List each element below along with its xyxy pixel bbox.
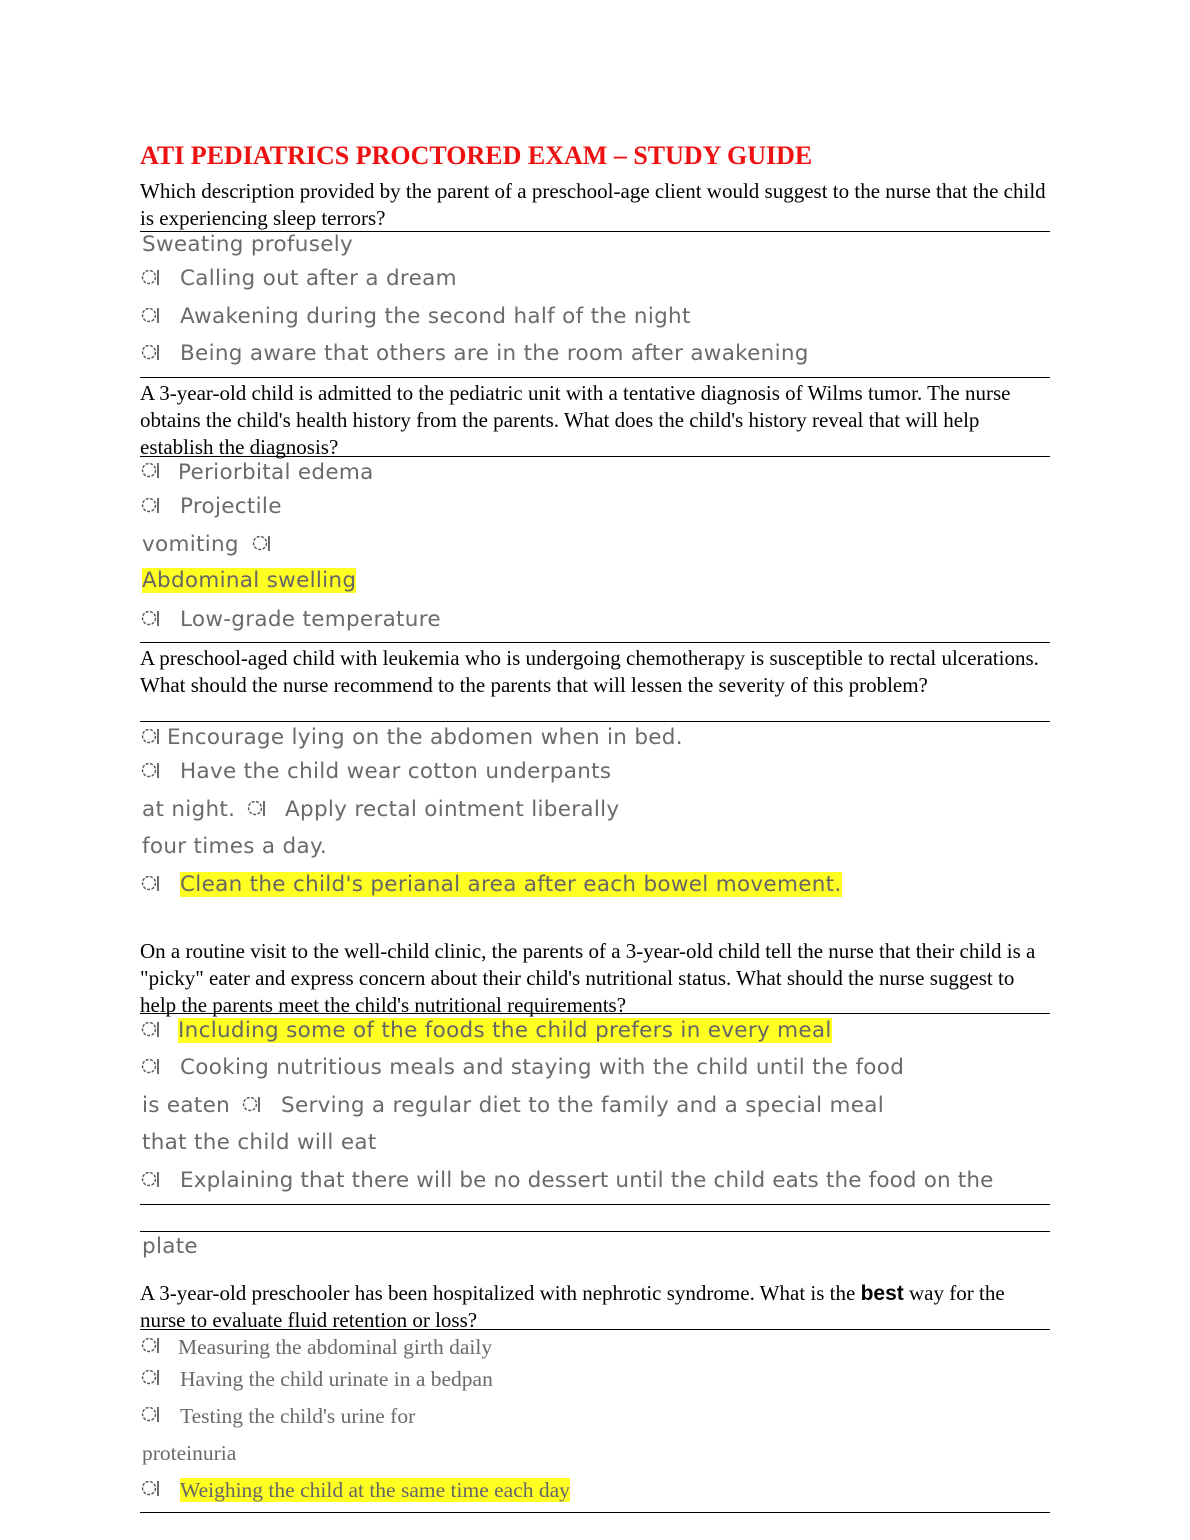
divider	[140, 377, 1050, 378]
q2-option-4: Low-grade temperature	[180, 607, 441, 632]
question-1-stem: Which description provided by the parent of a preschool-age client would suggest to the nurse that the child is experiencing sleep terrors?	[140, 179, 1046, 230]
radio-button-icon[interactable]	[141, 306, 161, 326]
question-2-stem: A 3-year-old child is admitted to the pediatric unit with a tentative diagnosis of Wilms tumor. The nurse obtains the child's health history from the parents. What does the child's history reveal that will help establish the diagnosis?	[140, 381, 1011, 459]
radio-button-icon[interactable]	[141, 1405, 161, 1425]
q3-option-3: Apply rectal ointment liberally	[285, 797, 620, 822]
q5-option-2: Having the child urinate in a bedpan	[180, 1367, 493, 1391]
q1-option-4: Being aware that others are in the room after awakening	[180, 341, 809, 366]
divider	[140, 1013, 1050, 1014]
radio-button-icon[interactable]	[141, 1170, 161, 1190]
q3-option-2: Have the child wear cotton underpants	[180, 759, 612, 784]
q4-option-1-correct: Including some of the foods the child prefers in every meal	[178, 1018, 832, 1043]
radio-button-icon[interactable]	[141, 874, 161, 894]
q4-option-3: Serving a regular diet to the family and a special meal	[281, 1093, 885, 1118]
q3-option-2-cont: at night.	[142, 797, 236, 822]
radio-button-icon[interactable]	[252, 534, 272, 554]
q5-option-4-correct: Weighing the child at the same time each day	[180, 1478, 570, 1502]
radio-button-icon[interactable]	[141, 609, 161, 629]
q4-option-2: Cooking nutritious meals and staying with the child until the food	[180, 1055, 905, 1080]
q1-option-2: Calling out after a dream	[180, 266, 457, 291]
radio-button-icon[interactable]	[141, 343, 161, 363]
divider	[140, 1231, 1050, 1232]
q2-option-3-correct: Abdominal swelling	[142, 568, 357, 593]
question-4-stem: On a routine visit to the well-child clinic, the parents of a 3-year-old child tell the nurse that their child is a "picky" eater and express concern about their child's nutritional status. What should the nurse suggest to help the parents meet the child's nutritional requirements?	[140, 939, 1036, 1017]
divider	[140, 456, 1050, 457]
q3-option-3-cont: four times a day.	[142, 834, 328, 859]
divider	[140, 1204, 1050, 1205]
divider	[140, 721, 1050, 722]
q2-option-2-cont: vomiting	[142, 532, 239, 557]
q5-option-1: Measuring the abdominal girth daily	[178, 1335, 493, 1359]
radio-button-icon[interactable]	[141, 268, 161, 288]
q2-option-1: Periorbital edema	[178, 460, 374, 485]
radio-button-icon[interactable]	[141, 461, 161, 481]
q4-option-2-cont: is eaten	[142, 1093, 231, 1118]
radio-button-icon[interactable]	[141, 1368, 161, 1388]
divider	[140, 1329, 1050, 1330]
radio-button-icon[interactable]	[141, 727, 161, 747]
q1-option-3: Awakening during the second half of the night	[180, 304, 691, 329]
question-3-stem: A preschool-aged child with leukemia who is undergoing chemotherapy is susceptible to rectal ulcerations. What should the nurse recommend to the parents that will lessen the severity of this problem?	[140, 646, 1039, 697]
divider	[140, 1512, 1050, 1513]
radio-button-icon[interactable]	[141, 496, 161, 516]
q4-option-4-cont: plate	[142, 1234, 198, 1259]
radio-button-icon[interactable]	[141, 1057, 161, 1077]
question-5-stem: A 3-year-old preschooler has been hospitalized with nephrotic syndrome. What is the best way for the nurse to evaluate fluid retention or loss?	[140, 1281, 1005, 1332]
radio-button-icon[interactable]	[242, 1095, 262, 1115]
radio-button-icon[interactable]	[141, 1336, 161, 1356]
radio-button-icon[interactable]	[141, 1020, 161, 1040]
q4-option-3-cont: that the child will eat	[142, 1130, 377, 1155]
q3-option-4-correct: Clean the child's perianal area after each bowel movement.	[180, 872, 842, 897]
q2-option-2: Projectile	[180, 494, 282, 519]
radio-button-icon[interactable]	[141, 761, 161, 781]
radio-button-icon[interactable]	[141, 1479, 161, 1499]
q1-option-1: Sweating profusely	[142, 232, 354, 257]
q5-option-3: Testing the child's urine for	[180, 1404, 416, 1428]
divider	[140, 642, 1050, 643]
document-title: ATI PEDIATRICS PROCTORED EXAM – STUDY GUIDE	[140, 141, 813, 170]
q5-option-3-cont: proteinuria	[142, 1441, 237, 1465]
q3-option-1: Encourage lying on the abdomen when in bed.	[167, 725, 683, 750]
radio-button-icon[interactable]	[247, 799, 267, 819]
q4-option-4: Explaining that there will be no dessert until the child eats the food on the	[180, 1168, 994, 1193]
